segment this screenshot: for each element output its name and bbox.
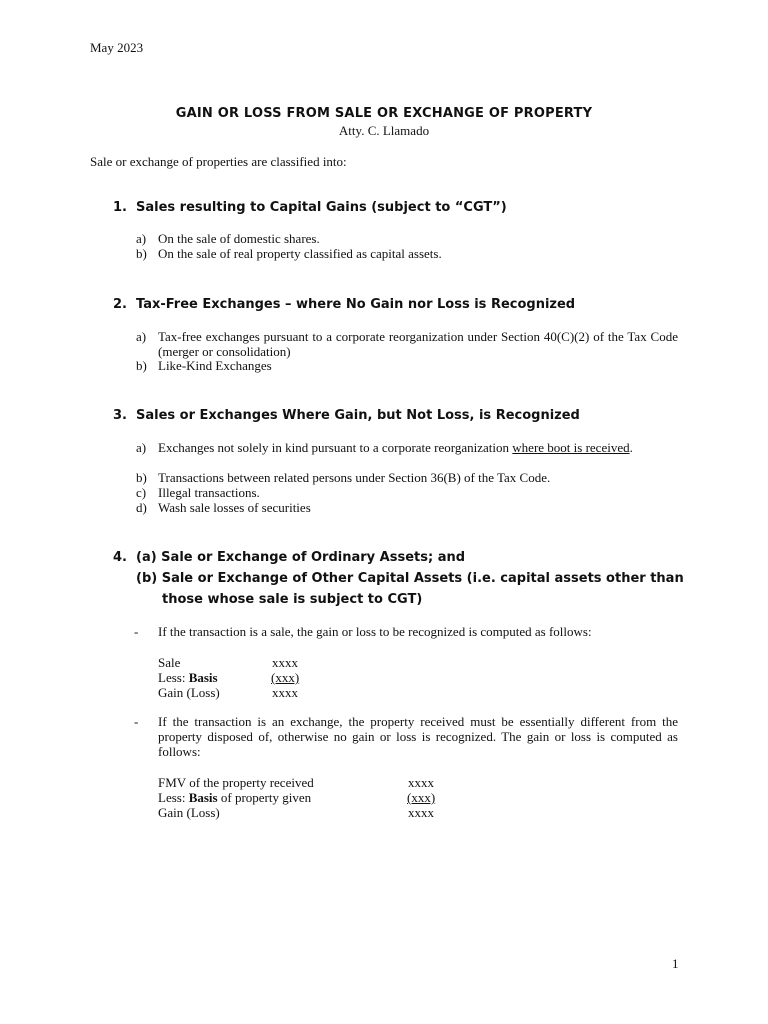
- list-item-label: b): [136, 358, 147, 373]
- list-item-label: b): [136, 470, 147, 485]
- section-title-a: (a) Sale or Exchange of Ordinary Assets; and: [136, 550, 466, 565]
- section-title-b: (b) Sale or Exchange of Other Capital Assets (i.e. capital assets other than: [136, 571, 684, 586]
- section-title-b-continued: those whose sale is subject to CGT): [162, 592, 423, 607]
- computation-label: Sale: [158, 655, 181, 670]
- list-item-label: b): [136, 246, 147, 261]
- label-text: of property given: [217, 790, 312, 805]
- computation-value: xxxx: [408, 805, 434, 820]
- dash-marker: -: [134, 624, 139, 639]
- list-item-label: d): [136, 500, 147, 515]
- label-text: Less:: [158, 670, 189, 685]
- section-number: 1.: [113, 200, 127, 215]
- page-date: May 2023: [90, 40, 144, 55]
- section-number: 4.: [113, 550, 127, 565]
- section-title: Sales resulting to Capital Gains (subject to “CGT”): [136, 200, 507, 215]
- list-item-label: a): [136, 231, 147, 246]
- bullet-text: If the transaction is a sale, the gain or loss to be recognized is computed as follows:: [158, 624, 592, 639]
- list-item-text: Transactions between related persons under Section 36(B) of the Tax Code.: [158, 470, 551, 485]
- computation-value: (xxx): [407, 790, 436, 805]
- computation-label: Gain (Loss): [158, 685, 220, 700]
- list-item-label: a): [136, 440, 147, 455]
- computation-label: Gain (Loss): [158, 805, 220, 820]
- list-item-text: On the sale of real property classified as capital assets.: [158, 246, 442, 261]
- computation-value: xxxx: [408, 775, 434, 790]
- computation-value: xxxx: [272, 655, 298, 670]
- document-title: GAIN OR LOSS FROM SALE OR EXCHANGE OF PROPERTY: [175, 106, 593, 121]
- bullet-text: If the transaction is an exchange, the property received must be essentially different from the property disposed of, otherwise no gain or loss is recognized. The gain or loss is computed as follows:: [158, 714, 678, 759]
- list-item-label: a): [136, 329, 147, 344]
- list-item-text: Wash sale losses of securities: [158, 500, 311, 515]
- item-text-underlined: where boot is received: [512, 440, 630, 455]
- computation-value: (xxx): [271, 670, 300, 685]
- computation-label: FMV of the property received: [158, 775, 314, 790]
- list-item-text: [158, 440, 678, 455]
- item-text-plain: .: [629, 440, 633, 455]
- section-title: Tax-Free Exchanges – where No Gain nor Loss is Recognized: [136, 297, 576, 312]
- computation-label: [158, 790, 311, 805]
- section-number: 2.: [113, 297, 127, 312]
- label-text: Less:: [158, 790, 189, 805]
- list-item-text: Tax-free exchanges pursuant to a corporate reorganization under Section 40(C)(2) of the Tax Code (merger or consolidation): [158, 329, 678, 359]
- label-bold: Basis: [188, 670, 218, 685]
- computation-value: xxxx: [272, 685, 298, 700]
- list-item-text: Illegal transactions.: [158, 485, 260, 500]
- item-text-plain: Exchanges not solely in kind pursuant to a corporate reorganization: [158, 440, 513, 455]
- label-bold: Basis: [188, 790, 218, 805]
- section-title: Sales or Exchanges Where Gain, but Not Loss, is Recognized: [136, 408, 580, 423]
- list-item-text: On the sale of domestic shares.: [158, 231, 320, 246]
- document-author: Atty. C. Llamado: [338, 123, 430, 138]
- list-item-text: Like-Kind Exchanges: [158, 358, 272, 373]
- computation-label: [158, 670, 218, 685]
- intro-paragraph: Sale or exchange of properties are classified into:: [90, 154, 347, 169]
- page-number: 1: [672, 956, 679, 971]
- dash-marker: -: [134, 714, 139, 729]
- list-item-label: c): [136, 485, 147, 500]
- section-number: 3.: [113, 408, 127, 423]
